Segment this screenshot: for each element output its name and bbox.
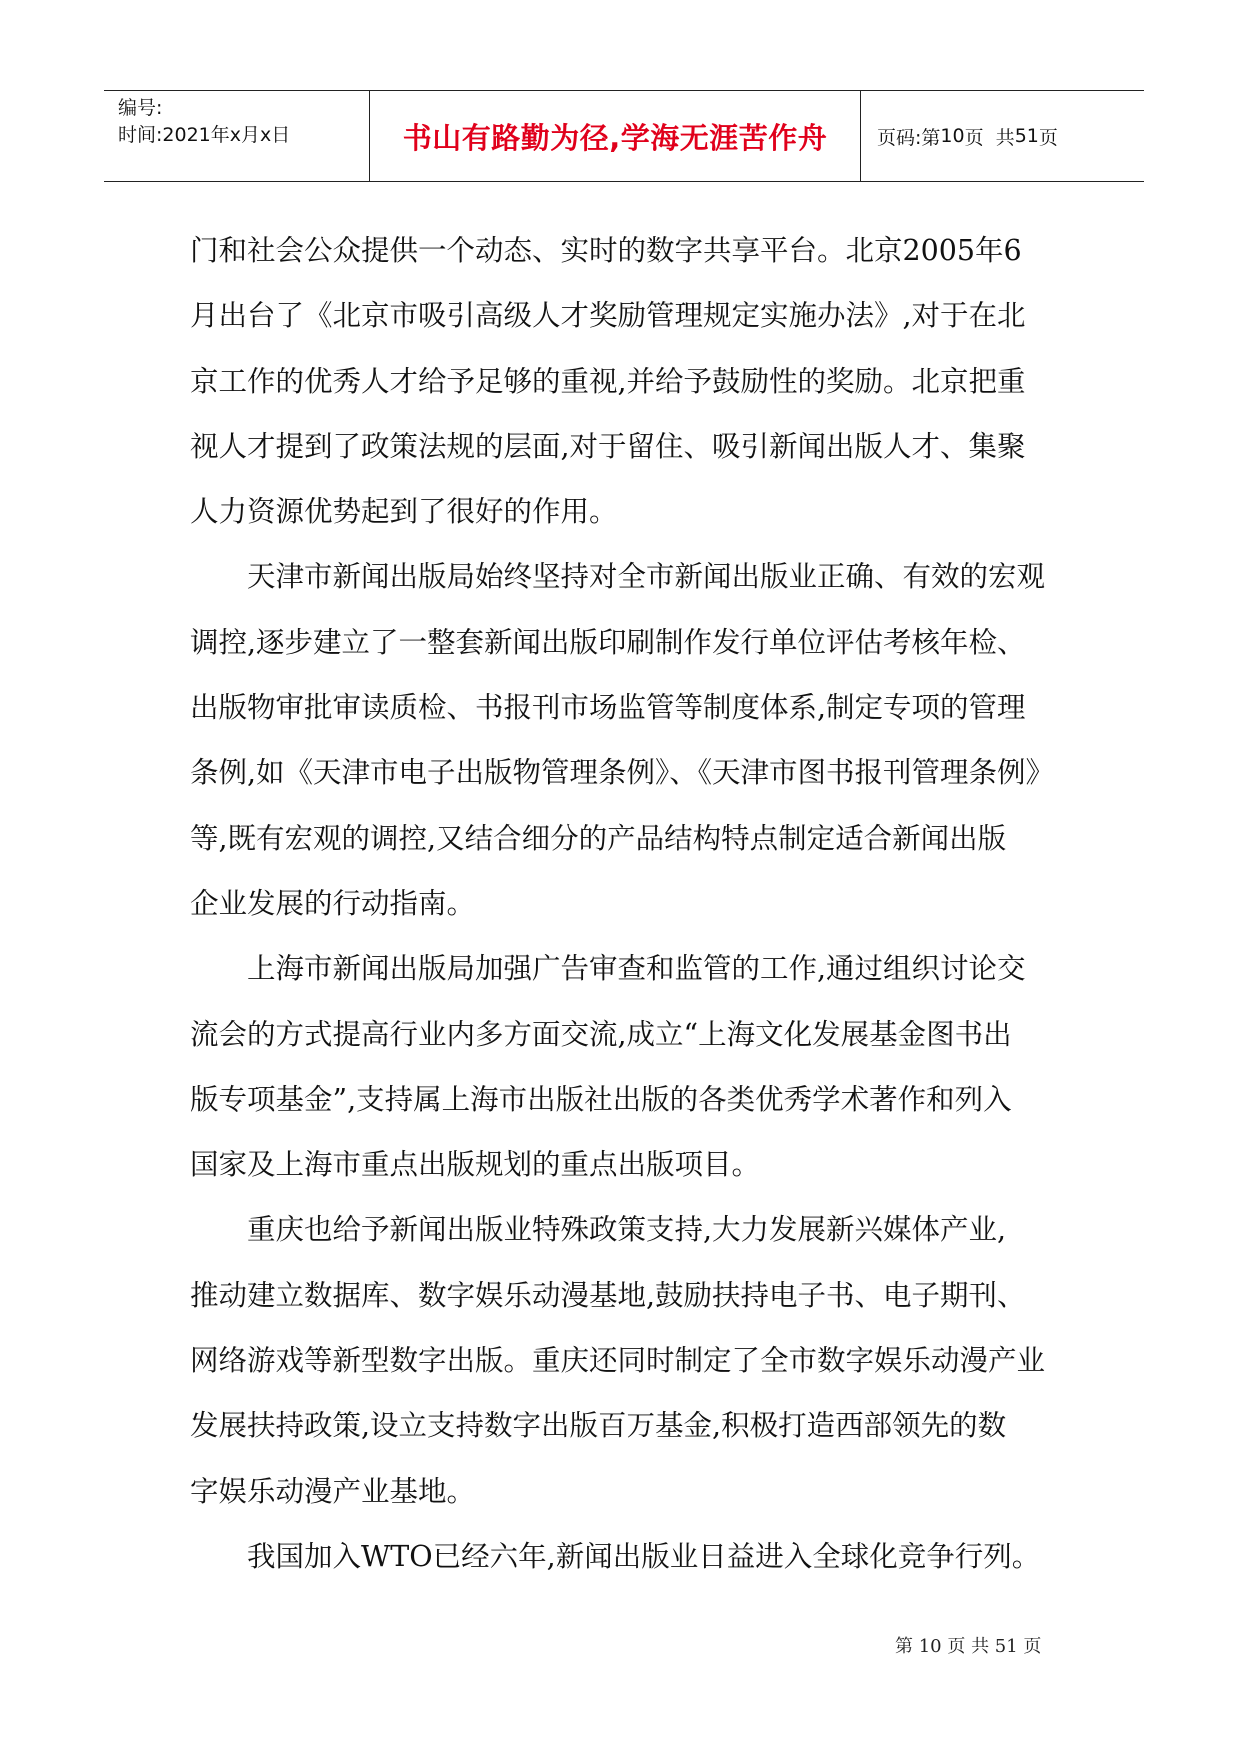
body-line: 流会的方式提高行业内多方面交流,成立“上海文化发展基金图书出 — [190, 1017, 1012, 1051]
header-meta — [104, 91, 369, 181]
page-total: 51 — [1014, 125, 1039, 147]
body-line: 发展扶持政策,设立支持数字出版百万基金,积极打造西部领先的数 — [190, 1409, 1007, 1443]
body-line: 企业发展的行动指南。 — [190, 886, 476, 920]
page-prefix: 页码:第 — [877, 126, 941, 149]
body-line: 网络游戏等新型数字出版。重庆还同时制定了全市数字娱乐动漫产业 — [190, 1344, 1046, 1378]
body-line: 视人才提到了政策法规的层面,对于留住、吸引新闻出版人才、集聚 — [190, 429, 1026, 463]
body-line: 人力资源优势起到了很好的作用。 — [190, 495, 618, 529]
body-line: 重庆也给予新闻出版业特殊政策支持,大力发展新兴媒体产业, — [247, 1213, 1007, 1247]
document-body — [190, 218, 1060, 1589]
header-motto: 书山有路勤为径,学海无涯苦作舟 — [369, 91, 861, 181]
body-line: 字娱乐动漫产业基地。 — [190, 1474, 476, 1508]
body-line: 等,既有宏观的调控,又结合细分的产品结构特点制定适合新闻出版 — [190, 821, 1007, 855]
body-line: 京工作的优秀人才给予足够的重视,并给予鼓励性的奖励。北京把重 — [190, 364, 1026, 398]
page-header — [104, 90, 1144, 182]
page-footer: 第 10 页 共 51 页 — [895, 1636, 1042, 1657]
page-current: 10 — [940, 125, 965, 147]
document-number-label: 编号: — [118, 97, 163, 119]
body-line: 我国加入WTO已经六年,新闻出版业日益进入全球化竞争行列。 — [247, 1539, 1041, 1573]
document-time-label: 时间:2021年x月x日 — [118, 124, 291, 146]
body-line: 国家及上海市重点出版规划的重点出版项目。 — [190, 1148, 761, 1182]
body-line: 天津市新闻出版局始终坚持对全市新闻出版业正确、有效的宏观 — [247, 560, 1046, 594]
body-line: 条例,如《天津市电子出版物管理条例》、《天津市图书报刊管理条例》 — [190, 756, 1055, 790]
body-line: 推动建立数据库、数字娱乐动漫基地,鼓励扶持电子书、电子期刊、 — [190, 1278, 1026, 1312]
page-suffix: 页 — [1038, 126, 1058, 149]
page-mid: 页 共 — [964, 126, 1015, 149]
body-line: 门和社会公众提供一个动态、实时的数字共享平台。北京2005年6 — [190, 234, 1022, 267]
header-page-info — [861, 91, 1144, 181]
body-line: 出版物审批审读质检、书报刊市场监管等制度体系,制定专项的管理 — [190, 691, 1026, 725]
body-line: 上海市新闻出版局加强广告审查和监管的工作,通过组织讨论交 — [247, 952, 1026, 986]
body-line: 调控,逐步建立了一整套新闻出版印刷制作发行单位评估考核年检、 — [190, 625, 1026, 659]
body-line: 版专项基金”,支持属上海市出版社出版的各类优秀学术著作和列入 — [190, 1082, 1012, 1116]
body-line: 月出台了《北京市吸引高级人才奖励管理规定实施办法》,对于在北 — [190, 299, 1026, 333]
